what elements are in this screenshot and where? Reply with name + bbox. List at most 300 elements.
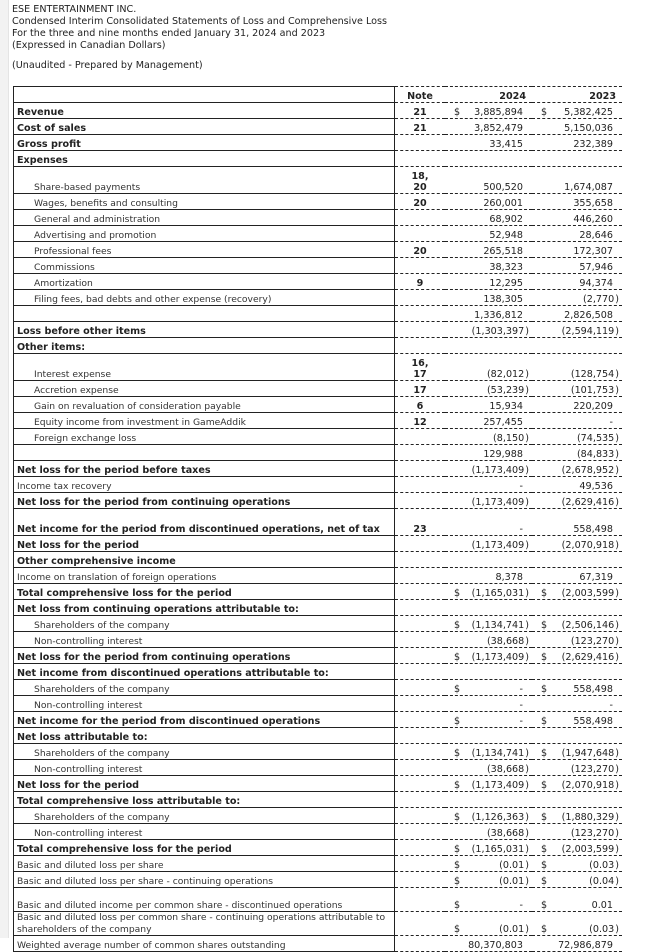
row-note bbox=[395, 167, 446, 194]
amount: (0.01 ) bbox=[499, 876, 529, 888]
table-row bbox=[14, 322, 623, 338]
amount: (2,003,599 ) bbox=[562, 588, 619, 600]
amount: (1,165,031 ) bbox=[472, 588, 529, 600]
amount: 5,150,036 bbox=[564, 122, 613, 134]
row-note bbox=[395, 680, 446, 696]
row-note bbox=[395, 210, 446, 226]
amount: 172,307 bbox=[573, 245, 613, 257]
value-2023 bbox=[532, 840, 622, 856]
value-2024 bbox=[445, 306, 532, 322]
value-2023 bbox=[532, 151, 622, 167]
currency-symbol bbox=[535, 246, 541, 258]
amount: 49,536 bbox=[579, 480, 613, 492]
table-row bbox=[14, 226, 623, 242]
amount: 355,658 bbox=[573, 197, 613, 209]
amount: (123,270 ) bbox=[571, 764, 619, 776]
currency-symbol: $ bbox=[454, 715, 461, 727]
currency-symbol: $ bbox=[454, 619, 461, 631]
value-2024 bbox=[445, 258, 532, 274]
table-row bbox=[14, 856, 623, 872]
row-note bbox=[395, 338, 446, 354]
value-2023 bbox=[532, 119, 622, 135]
amount: (1,173,409 ) bbox=[472, 540, 529, 552]
document-header bbox=[12, 4, 387, 72]
row-label: Net loss for the period bbox=[14, 536, 395, 552]
row-label: Non-controlling interest bbox=[14, 824, 395, 840]
amount: 15,934 bbox=[489, 400, 523, 412]
value-2024 bbox=[445, 274, 532, 290]
currency-symbol: $ bbox=[541, 859, 548, 871]
currency-symbol: $ bbox=[541, 779, 548, 791]
value-2023 bbox=[532, 290, 622, 306]
row-note bbox=[395, 712, 446, 728]
amount: 220,209 bbox=[573, 400, 613, 412]
value-2023 bbox=[532, 584, 622, 600]
row-label: Non-controlling interest bbox=[14, 760, 395, 776]
value-2024 bbox=[445, 744, 532, 760]
amount: (2,629,416 ) bbox=[562, 652, 619, 664]
value-2023 bbox=[532, 696, 622, 712]
currency-symbol bbox=[535, 417, 541, 429]
row-note bbox=[395, 776, 446, 792]
amount: (1,134,741 ) bbox=[472, 620, 529, 632]
value-2023 bbox=[532, 912, 622, 936]
table-row bbox=[14, 290, 623, 306]
table-row bbox=[14, 712, 623, 728]
table-row bbox=[14, 119, 623, 135]
value-2023 bbox=[532, 477, 622, 493]
table-row bbox=[14, 338, 623, 354]
amount: 33,415 bbox=[489, 138, 523, 150]
value-2024 bbox=[445, 584, 532, 600]
table-row bbox=[14, 824, 623, 840]
row-label: Loss before other items bbox=[14, 322, 395, 338]
amount: 12,295 bbox=[489, 277, 523, 289]
value-2024 bbox=[445, 696, 532, 712]
row-note bbox=[395, 194, 446, 210]
amount: 257,455 bbox=[483, 416, 523, 428]
amount: 232,389 bbox=[573, 138, 613, 150]
table-row bbox=[14, 135, 623, 151]
currency-symbol bbox=[535, 198, 541, 210]
company-name: ESE ENTERTAINMENT INC. bbox=[12, 4, 137, 15]
row-note bbox=[395, 354, 446, 381]
table-row bbox=[14, 888, 623, 912]
currency-symbol: $ bbox=[454, 811, 461, 823]
row-note bbox=[395, 429, 446, 445]
currency-symbol: $ bbox=[541, 923, 548, 935]
value-2023 bbox=[532, 824, 622, 840]
row-label: Gain on revaluation of consideration payable bbox=[14, 397, 395, 413]
amount: - bbox=[519, 523, 523, 535]
value-2023 bbox=[532, 632, 622, 648]
value-2024 bbox=[445, 413, 532, 429]
currency-symbol bbox=[448, 262, 454, 274]
amount: (0.01 ) bbox=[499, 860, 529, 872]
row-note bbox=[395, 151, 446, 167]
amount: (2,594,119 ) bbox=[562, 326, 619, 338]
currency-symbol: $ bbox=[541, 619, 548, 631]
amount: (0.04 ) bbox=[589, 876, 619, 888]
value-2024 bbox=[445, 728, 532, 744]
amount: 52,948 bbox=[489, 229, 523, 241]
row-note bbox=[395, 856, 446, 872]
row-note bbox=[395, 135, 446, 151]
currency-symbol bbox=[448, 764, 454, 776]
value-2024 bbox=[445, 429, 532, 445]
value-2023 bbox=[532, 536, 622, 552]
header-2023: 2023 bbox=[532, 87, 622, 103]
value-2023 bbox=[532, 888, 622, 912]
row-note bbox=[395, 600, 446, 616]
value-2024 bbox=[445, 445, 532, 461]
table-row bbox=[14, 509, 623, 536]
header-note: Note bbox=[395, 87, 446, 103]
value-2024 bbox=[445, 840, 532, 856]
amount: (1,126,363 ) bbox=[472, 812, 529, 824]
row-label: Interest expense bbox=[14, 354, 395, 381]
table-row bbox=[14, 413, 623, 429]
currency-symbol bbox=[535, 262, 541, 274]
value-2024 bbox=[445, 381, 532, 397]
row-label: Share-based payments bbox=[14, 167, 395, 194]
value-2024 bbox=[445, 210, 532, 226]
row-note bbox=[395, 477, 446, 493]
row-note bbox=[395, 509, 446, 536]
table-row bbox=[14, 274, 623, 290]
value-2023 bbox=[532, 493, 622, 509]
value-2024 bbox=[445, 912, 532, 936]
value-2023 bbox=[532, 210, 622, 226]
currency-symbol: $ bbox=[541, 651, 548, 663]
table-row bbox=[14, 167, 623, 194]
amount: (38,668 ) bbox=[487, 636, 529, 648]
amount: (1,173,409 ) bbox=[472, 652, 529, 664]
row-label: Shareholders of the company bbox=[14, 616, 395, 632]
row-label: Shareholders of the company bbox=[14, 680, 395, 696]
amount: (84,833 ) bbox=[577, 449, 619, 461]
row-note bbox=[395, 274, 446, 290]
value-2023 bbox=[532, 413, 622, 429]
amount: (1,173,409 ) bbox=[472, 780, 529, 792]
amount: - bbox=[519, 699, 523, 711]
value-2023 bbox=[532, 397, 622, 413]
currency-symbol bbox=[448, 310, 454, 322]
note-ref: 21 bbox=[413, 106, 427, 118]
row-label bbox=[14, 306, 395, 322]
row-note bbox=[395, 290, 446, 306]
value-2024 bbox=[445, 461, 532, 477]
value-2024 bbox=[445, 103, 532, 119]
currency-symbol bbox=[448, 385, 454, 397]
currency-symbol bbox=[448, 572, 454, 584]
row-label: Net loss for the period from continuing operations bbox=[14, 648, 395, 664]
amount: 0.01 bbox=[591, 899, 613, 911]
amount: (0.01 ) bbox=[499, 924, 529, 936]
value-2024 bbox=[445, 616, 532, 632]
table-row bbox=[14, 600, 623, 616]
amount: 260,001 bbox=[483, 197, 523, 209]
table-row bbox=[14, 744, 623, 760]
value-2024 bbox=[445, 119, 532, 135]
currency-symbol bbox=[535, 465, 541, 477]
row-note bbox=[395, 728, 446, 744]
value-2023 bbox=[532, 103, 622, 119]
row-label: Net loss for the period before taxes bbox=[14, 461, 395, 477]
amount: (2,629,416 ) bbox=[562, 497, 619, 509]
amount: - bbox=[519, 480, 523, 492]
row-note bbox=[395, 648, 446, 664]
row-note bbox=[395, 258, 446, 274]
row-label: Net income from discontinued operations attributable to: bbox=[14, 664, 395, 680]
currency-symbol bbox=[448, 198, 454, 210]
currency-symbol bbox=[448, 246, 454, 258]
table-row bbox=[14, 429, 623, 445]
currency-symbol bbox=[535, 139, 541, 151]
row-label: Total comprehensive loss attributable to: bbox=[14, 792, 395, 808]
value-2023 bbox=[532, 242, 622, 258]
value-2024 bbox=[445, 194, 532, 210]
currency-symbol bbox=[448, 700, 454, 712]
statement-currency: (Expressed in Canadian Dollars) bbox=[12, 40, 166, 51]
note-ref: 12 bbox=[413, 416, 427, 428]
currency-symbol: $ bbox=[454, 843, 461, 855]
row-label: Net income for the period from discontinued operations bbox=[14, 712, 395, 728]
row-label: Total comprehensive loss for the period bbox=[14, 840, 395, 856]
statement-title: Condensed Interim Consolidated Statements of Loss and Comprehensive Loss bbox=[12, 16, 388, 27]
row-note bbox=[395, 616, 446, 632]
row-note bbox=[395, 568, 446, 584]
amount: (2,770 ) bbox=[583, 294, 619, 306]
currency-symbol bbox=[535, 540, 541, 552]
value-2023 bbox=[532, 381, 622, 397]
value-2023 bbox=[532, 445, 622, 461]
currency-symbol: $ bbox=[541, 811, 548, 823]
row-note bbox=[395, 912, 446, 936]
amount: (1,947,648 ) bbox=[562, 748, 619, 760]
row-label: Revenue bbox=[14, 103, 395, 119]
amount: (1,173,409 ) bbox=[472, 465, 529, 477]
row-label: Accretion expense bbox=[14, 381, 395, 397]
value-2024 bbox=[445, 648, 532, 664]
table-row bbox=[14, 776, 623, 792]
note-ref: 17 bbox=[413, 384, 427, 396]
amount: 138,305 bbox=[483, 293, 523, 305]
currency-symbol: $ bbox=[541, 899, 548, 911]
amount: (2,003,599 ) bbox=[562, 844, 619, 856]
row-label: Shareholders of the company bbox=[14, 744, 395, 760]
amount: 8,378 bbox=[495, 571, 523, 583]
amount: (38,668 ) bbox=[487, 764, 529, 776]
row-note bbox=[395, 888, 446, 912]
value-2024 bbox=[445, 600, 532, 616]
currency-symbol bbox=[448, 497, 454, 509]
row-note bbox=[395, 381, 446, 397]
table-row bbox=[14, 840, 623, 856]
row-note bbox=[395, 493, 446, 509]
row-note bbox=[395, 840, 446, 856]
currency-symbol bbox=[535, 940, 541, 952]
value-2024 bbox=[445, 760, 532, 776]
amount: 558,498 bbox=[573, 715, 613, 727]
row-note bbox=[395, 119, 446, 135]
value-2023 bbox=[532, 429, 622, 445]
amount: - bbox=[609, 416, 613, 428]
amount: (2,070,918 ) bbox=[562, 540, 619, 552]
amount: 28,646 bbox=[579, 229, 613, 241]
row-label: Basic and diluted loss per share - continuing operations bbox=[14, 872, 395, 888]
row-label: Other items: bbox=[14, 338, 395, 354]
currency-symbol: $ bbox=[541, 587, 548, 599]
row-note bbox=[395, 808, 446, 824]
table-row bbox=[14, 696, 623, 712]
table-row bbox=[14, 397, 623, 413]
row-label: Net income for the period from discontinued operations, net of tax bbox=[14, 509, 395, 536]
value-2023 bbox=[532, 194, 622, 210]
value-2024 bbox=[445, 680, 532, 696]
amount: (74,535 ) bbox=[577, 433, 619, 445]
row-note bbox=[395, 632, 446, 648]
currency-symbol: $ bbox=[454, 859, 461, 871]
amount: (123,270 ) bbox=[571, 636, 619, 648]
header-label bbox=[14, 87, 395, 103]
table-row bbox=[14, 760, 623, 776]
table-row bbox=[14, 664, 623, 680]
value-2024 bbox=[445, 242, 532, 258]
value-2024 bbox=[445, 824, 532, 840]
amount: 3,885,894 bbox=[474, 106, 523, 118]
row-note bbox=[395, 824, 446, 840]
value-2023 bbox=[532, 808, 622, 824]
table-row bbox=[14, 493, 623, 509]
note-ref: 20 bbox=[413, 245, 427, 257]
row-note bbox=[395, 792, 446, 808]
value-2024 bbox=[445, 338, 532, 354]
currency-symbol: $ bbox=[454, 683, 461, 695]
amount: 5,382,425 bbox=[564, 106, 613, 118]
table-row bbox=[14, 808, 623, 824]
currency-symbol: $ bbox=[454, 899, 461, 911]
row-note bbox=[395, 461, 446, 477]
amount: (2,678,952 ) bbox=[562, 465, 619, 477]
currency-symbol bbox=[448, 465, 454, 477]
amount: (1,134,741 ) bbox=[472, 748, 529, 760]
amount: (82,012 ) bbox=[487, 369, 529, 381]
value-2024 bbox=[445, 568, 532, 584]
row-note bbox=[395, 226, 446, 242]
row-label: Advertising and promotion bbox=[14, 226, 395, 242]
currency-symbol bbox=[535, 481, 541, 493]
amount: 500,520 bbox=[483, 181, 523, 193]
row-label bbox=[14, 445, 395, 461]
amount: (2,070,918 ) bbox=[562, 780, 619, 792]
value-2023 bbox=[532, 552, 622, 568]
amount: (1,303,397 ) bbox=[472, 326, 529, 338]
value-2023 bbox=[532, 680, 622, 696]
amount: - bbox=[519, 683, 523, 695]
header-2024: 2024 bbox=[445, 87, 532, 103]
amount: - bbox=[519, 715, 523, 727]
row-label: Basic and diluted loss per share bbox=[14, 856, 395, 872]
currency-symbol bbox=[448, 401, 454, 413]
currency-symbol: $ bbox=[541, 715, 548, 727]
row-note bbox=[395, 552, 446, 568]
value-2024 bbox=[445, 552, 532, 568]
row-note bbox=[395, 445, 446, 461]
value-2023 bbox=[532, 728, 622, 744]
row-label: Weighted average number of common shares outstanding bbox=[14, 936, 395, 952]
currency-symbol: $ bbox=[454, 779, 461, 791]
currency-symbol bbox=[535, 385, 541, 397]
currency-symbol bbox=[535, 572, 541, 584]
row-label: Income tax recovery bbox=[14, 477, 395, 493]
amount: - bbox=[609, 699, 613, 711]
table-row bbox=[14, 381, 623, 397]
currency-symbol bbox=[448, 540, 454, 552]
table-row bbox=[14, 242, 623, 258]
value-2023 bbox=[532, 600, 622, 616]
currency-symbol: $ bbox=[454, 106, 461, 118]
amount: 94,374 bbox=[579, 277, 613, 289]
amount: 265,518 bbox=[483, 245, 523, 257]
row-note bbox=[395, 322, 446, 338]
currency-symbol bbox=[535, 497, 541, 509]
row-label: Net loss attributable to: bbox=[14, 728, 395, 744]
currency-symbol bbox=[535, 636, 541, 648]
value-2023 bbox=[532, 856, 622, 872]
value-2023 bbox=[532, 258, 622, 274]
row-note bbox=[395, 744, 446, 760]
amount: (53,239 ) bbox=[487, 385, 529, 397]
table-row bbox=[14, 210, 623, 226]
row-label: Net loss for the period bbox=[14, 776, 395, 792]
currency-symbol: $ bbox=[454, 747, 461, 759]
value-2023 bbox=[532, 776, 622, 792]
value-2024 bbox=[445, 167, 532, 194]
currency-symbol bbox=[448, 417, 454, 429]
currency-symbol: $ bbox=[454, 923, 461, 935]
value-2024 bbox=[445, 872, 532, 888]
amount: 3,852,479 bbox=[474, 122, 523, 134]
table-row bbox=[14, 648, 623, 664]
amount: 558,498 bbox=[573, 523, 613, 535]
table-row bbox=[14, 912, 623, 936]
table-header-row bbox=[14, 87, 623, 103]
row-label: Non-controlling interest bbox=[14, 696, 395, 712]
currency-symbol bbox=[448, 139, 454, 151]
table-row bbox=[14, 461, 623, 477]
value-2024 bbox=[445, 354, 532, 381]
amount: (0.03 ) bbox=[589, 860, 619, 872]
value-2024 bbox=[445, 776, 532, 792]
value-2024 bbox=[445, 135, 532, 151]
value-2023 bbox=[532, 306, 622, 322]
value-2023 bbox=[532, 760, 622, 776]
unaudited-note: (Unaudited - Prepared by Management) bbox=[12, 60, 203, 71]
currency-symbol bbox=[535, 449, 541, 461]
value-2023 bbox=[532, 568, 622, 584]
table-row bbox=[14, 477, 623, 493]
currency-symbol bbox=[448, 326, 454, 338]
value-2024 bbox=[445, 888, 532, 912]
value-2024 bbox=[445, 792, 532, 808]
currency-symbol: $ bbox=[454, 587, 461, 599]
currency-symbol bbox=[448, 230, 454, 242]
currency-symbol bbox=[535, 369, 541, 381]
value-2024 bbox=[445, 477, 532, 493]
value-2024 bbox=[445, 493, 532, 509]
currency-symbol bbox=[448, 940, 454, 952]
